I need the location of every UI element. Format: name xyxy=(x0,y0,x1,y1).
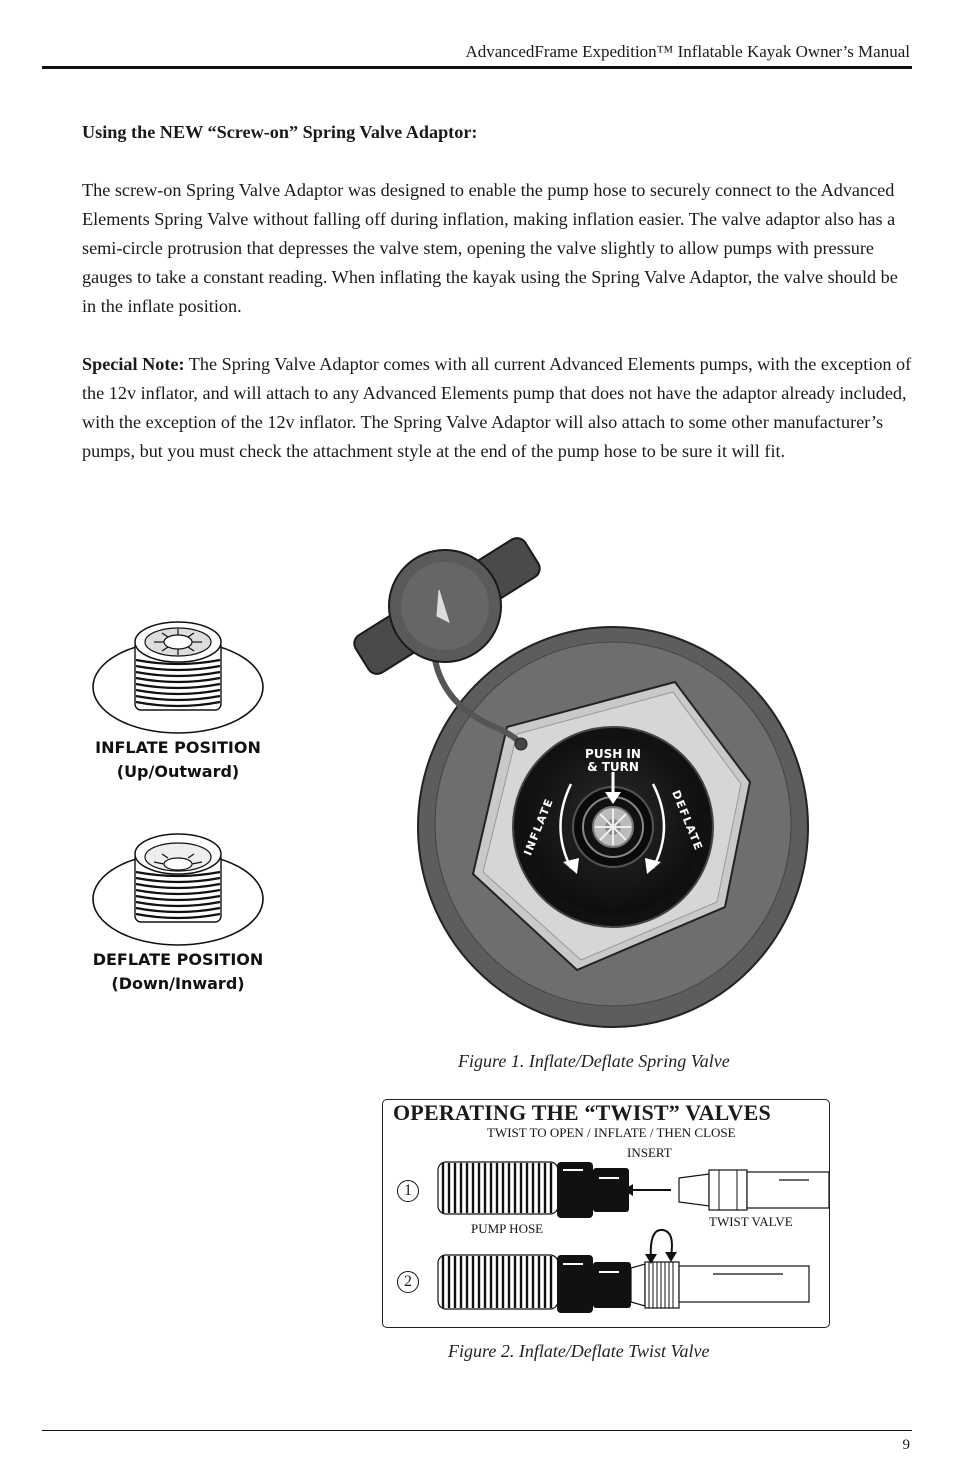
figure1-caption: Figure 1. Inflate/Deflate Spring Valve xyxy=(458,1051,730,1071)
deflate-position-valve-icon xyxy=(90,824,270,952)
body-text xyxy=(82,118,914,495)
spring-valve-illustration xyxy=(345,522,815,1030)
paragraph-adaptor: The screw-on Spring Valve Adaptor was designed to enable the pump hose to securely connect to the Advanced Elements Spring Valve without falling off during inflation, making inflation easier. The valve adaptor also has a semi-circle protrusion that depresses the valve stem, opening the valve slightly to allow pumps with pressure gauges to take a constant reading. When inflating the kayak using the Spring Valve Adaptor, the valve should be in the inflate position. xyxy=(82,180,898,316)
deflate-position-title: DEFLATE POSITION xyxy=(92,950,264,969)
special-note-text: The Spring Valve Adaptor comes with all current Advanced Elements pumps, with the exception of the 12v inflator, and will attach to any Advanced Elements pump that does not have the adaptor already included, with the exception of the 12v inflator. The Spring Valve Adaptor will also attach to some other manufacturer’s pumps, but you must check the attachment style at the end of the pump hose to be sure it will fit. xyxy=(82,354,912,461)
twist-valve-title: OPERATING THE “TWIST” VALVES xyxy=(393,1100,771,1125)
twist-valve-diagram xyxy=(383,1100,829,1327)
inflate-position-label xyxy=(88,736,268,784)
twist-valve-subtitle: TWIST TO OPEN / INFLATE / THEN CLOSE xyxy=(487,1125,736,1140)
figure2-caption: Figure 2. Inflate/Deflate Twist Valve xyxy=(448,1341,710,1361)
inflate-position-valve-icon xyxy=(90,612,270,740)
deflate-word: DEFLATE xyxy=(669,788,706,853)
step-1-marker: 1 xyxy=(397,1180,419,1202)
deflate-position-label xyxy=(88,948,268,996)
inflate-position-sub: (Up/Outward) xyxy=(116,762,240,781)
footer-rule xyxy=(42,1430,912,1431)
page-number: 9 xyxy=(902,1437,910,1453)
header-rule xyxy=(42,66,912,69)
special-note-label: Special Note: xyxy=(82,354,185,374)
section-heading: Using the NEW “Screw-on” Spring Valve Adaptor: xyxy=(82,122,478,142)
running-header: AdvancedFrame Expedition™ Inflatable Kayak Owner’s Manual xyxy=(465,42,910,61)
paragraph-special-note xyxy=(82,350,914,466)
and-turn-label: & TURN xyxy=(587,760,639,774)
inflate-word: INFLATE xyxy=(521,795,557,858)
twist-valve-figure xyxy=(382,1099,830,1328)
insert-label: INSERT xyxy=(627,1145,672,1160)
inflate-position-title: INFLATE POSITION xyxy=(95,738,261,757)
twist-valve-label: TWIST VALVE xyxy=(709,1214,793,1229)
deflate-position-sub: (Down/Inward) xyxy=(111,974,245,993)
push-in-label: PUSH IN xyxy=(585,747,641,761)
step-2-marker: 2 xyxy=(397,1271,419,1293)
pump-hose-label: PUMP HOSE xyxy=(471,1221,544,1236)
